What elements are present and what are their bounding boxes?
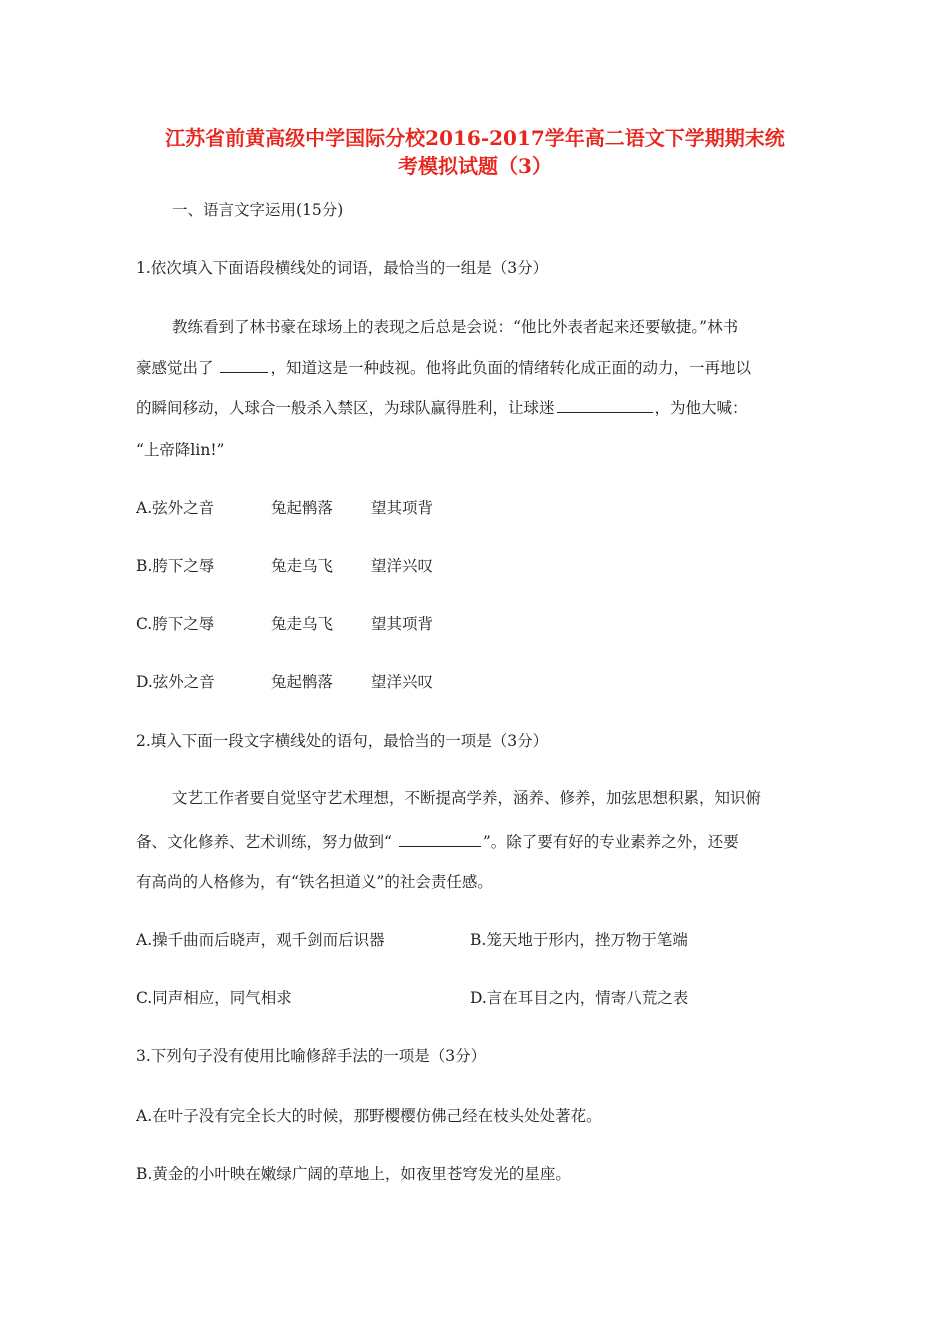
q2-option-c: C.同声相应，同气相求 (136, 989, 292, 1007)
question-3-stem: 3.下列句子没有使用比喻修辞手法的一项是（3分） (136, 1047, 487, 1065)
q2-passage-line-2 (136, 830, 739, 852)
q2-passage-line-1: 文艺工作者要自觉坚守艺术理想，不断提高学养，涵养、修养，加弦思想积累，知识俯 (172, 789, 762, 807)
option-word: 兔起鹘落 (271, 673, 334, 691)
q1-passage-line-1: 教练看到了林书豪在球场上的表现之后总是会说：“他比外表者起来还要敏捷。”林书 (172, 318, 739, 336)
option-word: 望洋兴叹 (371, 557, 434, 575)
answer-blank (399, 830, 481, 847)
option-word: 兔走乌飞 (271, 615, 334, 633)
q1-passage-text: 的瞬间移动，人球合一般杀入禁区，为球队赢得胜利，让球迷 (136, 399, 555, 417)
option-word: 望其项背 (371, 499, 434, 517)
answer-blank (557, 396, 653, 413)
q1-passage-line-2 (136, 356, 751, 378)
option-word: A.弦外之音 (136, 499, 215, 517)
option-word: B.胯下之辱 (136, 557, 215, 575)
q3-option-b: B.黄金的小叶映在嫩绿广阔的草地上，如夜里苍穹发光的星座。 (136, 1165, 571, 1183)
q2-option-a: A.操千曲而后晓声，观千剑而后识器 (136, 931, 385, 949)
answer-blank (220, 356, 268, 373)
q1-passage-text: ，知道这是一种歧视。他将此负面的情绪转化成正面的动力，一再地以 (270, 359, 751, 377)
q1-passage-line-3 (136, 396, 748, 418)
document-title-line-2: 考模拟试题（3） (398, 154, 552, 178)
q1-passage-line-4: “上帝降lin!” (136, 441, 225, 459)
q2-option-d: D.言在耳目之内，情寄八荒之表 (470, 989, 689, 1007)
option-word: 望洋兴叹 (371, 673, 434, 691)
option-word: C.胯下之辱 (136, 615, 215, 633)
q2-option-b: B.笼天地于形内，挫万物于笔端 (470, 931, 688, 949)
section-heading: 一、语言文字运用(15分) (172, 201, 344, 219)
option-word: D.弦外之音 (136, 673, 215, 691)
question-1-stem: 1.依次填入下面语段横线处的词语，最恰当的一组是（3分） (136, 259, 549, 277)
document-title-line-1: 江苏省前黄高级中学国际分校2016-2017学年高二语文下学期期末统 (165, 126, 785, 150)
q2-passage-line-3: 有高尚的人格修为，有“铁名担道义”的社会责任感。 (136, 873, 493, 891)
option-word: 望其项背 (371, 615, 434, 633)
option-word: 兔走乌飞 (271, 557, 334, 575)
q2-passage-text: ”。除了要有好的专业素养之外，还要 (482, 833, 739, 851)
q3-option-a: A.在叶子没有完全长大的时候，那野樱樱仿佛己经在枝头处处著花。 (136, 1107, 602, 1125)
q2-passage-text: 备、文化修养、艺术训练，努力做到“ (136, 833, 397, 851)
q1-passage-text: 豪感觉出了 (136, 359, 219, 377)
option-word: 兔起鹘落 (271, 499, 334, 517)
q1-passage-text: ，为他大喊： (654, 399, 748, 417)
question-2-stem: 2.填入下面一段文字横线处的语句，最恰当的一项是（3分） (136, 732, 549, 750)
